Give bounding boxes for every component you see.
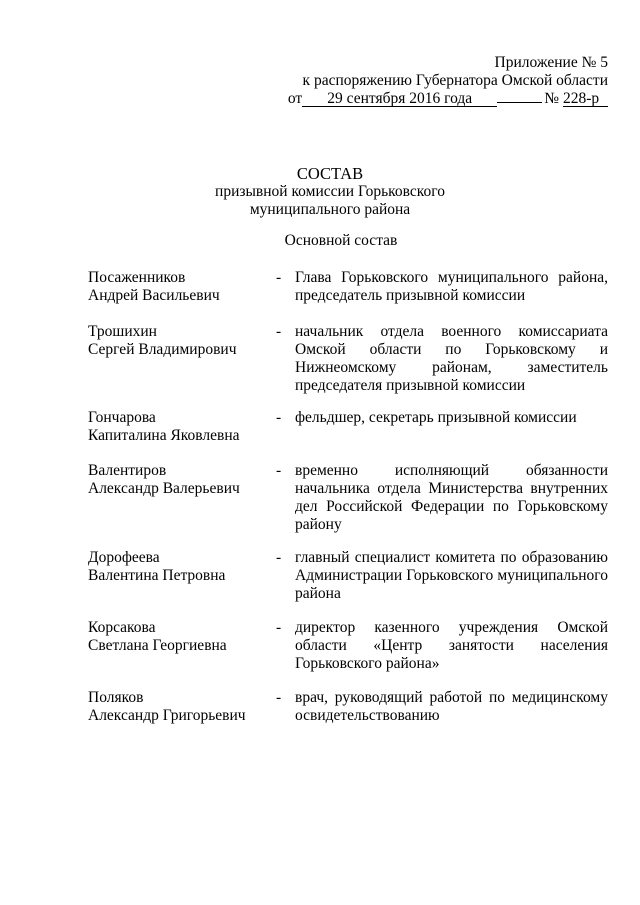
member-given-name: Валентина Петровна [88, 567, 226, 584]
member-role: начальник отдела военного комиссариата Омской области по Горьковскому и Нижнеомскому районам, заместитель председателя призывной комиссии [295, 323, 608, 394]
member-dash: - [276, 549, 282, 566]
title-line-2: призывной комиссии Горьковского [215, 183, 445, 200]
member-given-name: Капиталина Яковлевна [88, 427, 240, 444]
section-label: Основной состав [284, 232, 398, 249]
member-role: Глава Горьковского муниципального района, председатель призывной комиссии [295, 269, 608, 304]
member-surname: Дорофеева [88, 549, 160, 566]
member-role: временно исполняющий обязанности начальника отдела Министерства внутренних дел Российской Федерации по Горьковскому району [295, 462, 608, 533]
member-dash: - [276, 269, 282, 286]
member-name [88, 549, 268, 585]
member-dash: - [276, 619, 282, 636]
member-role: главный специалист комитета по образованию Администрации Горьковского муниципального района [295, 549, 608, 602]
member-given-name: Александр Валерьевич [88, 480, 240, 497]
title-line-3: муниципального района [249, 201, 411, 218]
member-given-name: Александр Григорьевич [88, 707, 246, 724]
member-surname: Валентиров [88, 462, 167, 479]
member-name [88, 269, 268, 305]
member-surname: Гончарова [88, 409, 156, 426]
member-name [88, 409, 268, 445]
member-dash: - [276, 689, 282, 706]
member-dash: - [276, 462, 282, 479]
annex-date: 29 сентября 2016 года [302, 91, 497, 107]
member-given-name: Сергей Владимирович [88, 341, 237, 358]
member-surname: Посаженников [88, 269, 186, 286]
member-given-name: Андрей Васильевич [88, 287, 220, 304]
member-role: директор казенного учреждения Омской области «Центр занятости населения Горьковского района» [295, 619, 608, 672]
annex-number: Приложение № 5 [494, 54, 608, 71]
annex-from-label: от [287, 90, 303, 107]
member-name [88, 323, 268, 359]
member-role: врач, руководящий работой по медицинскому освидетельствованию [295, 689, 608, 724]
member-given-name: Светлана Георгиевна [88, 637, 227, 654]
annex-number-label: № [544, 90, 559, 107]
member-surname: Трошихин [88, 323, 157, 340]
member-surname: Поляков [88, 689, 144, 706]
annex-date-line [288, 90, 608, 108]
member-dash: - [276, 409, 282, 426]
member-surname: Корсакова [88, 619, 156, 636]
section-heading [0, 232, 640, 250]
annex-header [288, 54, 608, 108]
member-name [88, 462, 268, 498]
member-role: фельдшер, секретарь призывной комиссии [295, 409, 577, 426]
member-name [88, 689, 268, 725]
title-heading: СОСТАВ [296, 164, 364, 183]
member-name [88, 619, 268, 655]
member-dash: - [276, 323, 282, 340]
annex-date-underline [497, 102, 542, 103]
annex-order-number: 228-р [563, 91, 608, 107]
document-title [0, 164, 640, 219]
annex-reference: к распоряжению Губернатора Омской области [302, 72, 608, 89]
